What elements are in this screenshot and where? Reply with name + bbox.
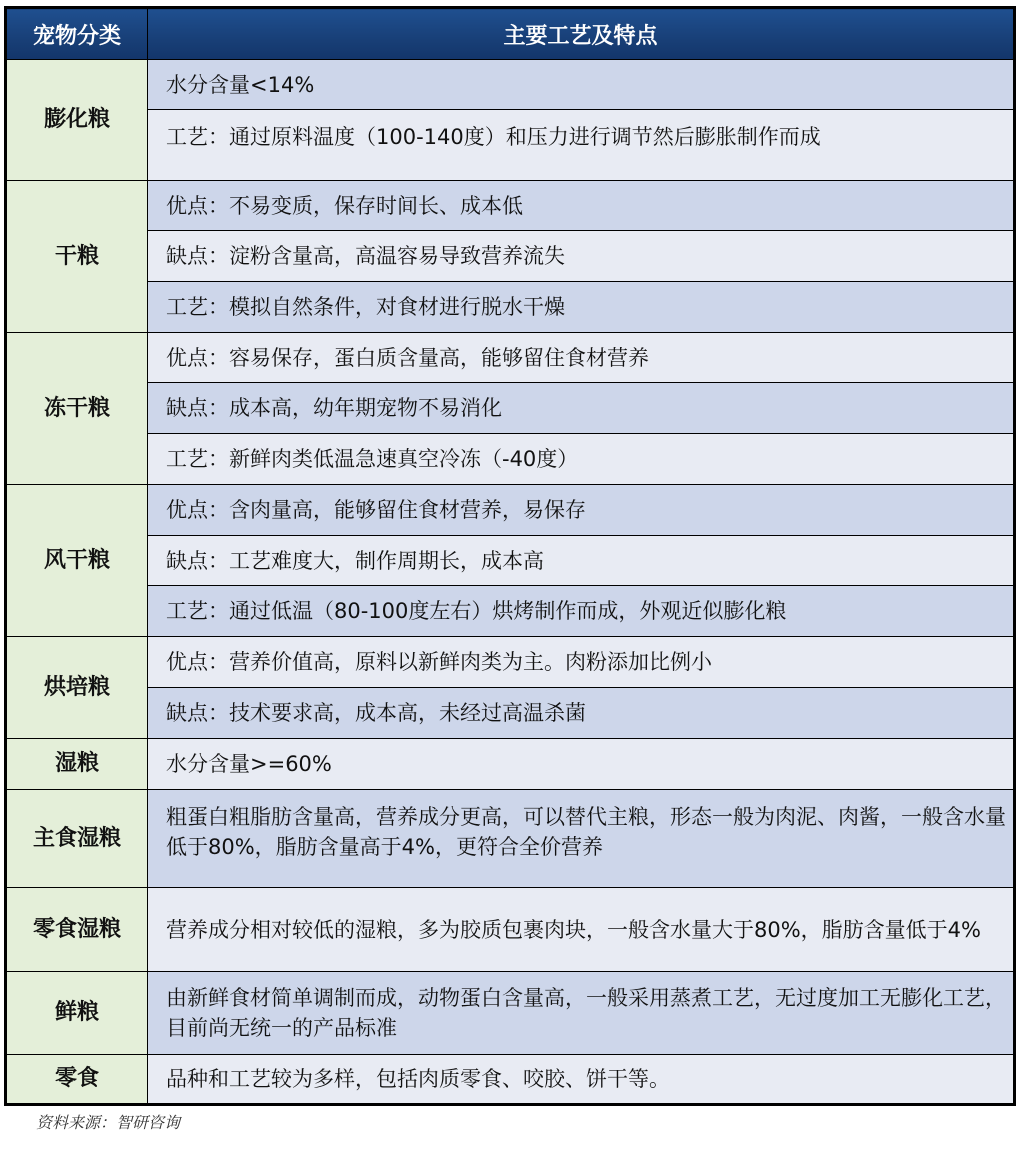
table-row <box>7 231 1014 282</box>
description-cell: 优点：不易变质，保存时间长、成本低 <box>148 181 1014 231</box>
description-cell: 缺点：淀粉含量高，高温容易导致营养流失 <box>148 231 1014 282</box>
table-row <box>7 282 1014 333</box>
description-cell: 品种和工艺较为多样，包括肉质零食、咬胶、饼干等。 <box>148 1055 1014 1104</box>
description-cell: 缺点：成本高，幼年期宠物不易消化 <box>148 383 1014 434</box>
description-cell: 工艺：模拟自然条件，对食材进行脱水干燥 <box>148 282 1014 333</box>
category-cell: 冻干粮 <box>7 333 148 485</box>
category-cell: 烘培粮 <box>7 637 148 739</box>
description-cell: 水分含量<14% <box>148 60 1014 110</box>
table-row <box>7 972 1014 1055</box>
header-features: 主要工艺及特点 <box>148 9 1014 60</box>
pet-food-table <box>6 8 1014 1104</box>
category-cell: 风干粮 <box>7 485 148 637</box>
description-cell: 工艺：通过原料温度（100-140度）和压力进行调节然后膨胀制作而成 <box>148 110 1014 181</box>
table-row <box>7 888 1014 972</box>
header-category: 宠物分类 <box>7 9 148 60</box>
category-cell: 零食 <box>7 1055 148 1104</box>
category-cell: 湿粮 <box>7 739 148 790</box>
description-cell: 工艺：新鲜肉类低温急速真空冷冻（-40度） <box>148 434 1014 485</box>
category-cell: 膨化粮 <box>7 60 148 181</box>
description-cell: 缺点：技术要求高，成本高，未经过高温杀菌 <box>148 688 1014 739</box>
description-cell: 水分含量>=60% <box>148 739 1014 790</box>
category-cell: 干粮 <box>7 181 148 333</box>
pet-food-table-frame <box>4 6 1016 1106</box>
table-row <box>7 434 1014 485</box>
table-row <box>7 60 1014 110</box>
table-row <box>7 181 1014 231</box>
category-cell: 鲜粮 <box>7 972 148 1055</box>
description-cell: 优点：容易保存，蛋白质含量高，能够留住食材营养 <box>148 333 1014 383</box>
description-cell: 工艺：通过低温（80-100度左右）烘烤制作而成，外观近似膨化粮 <box>148 586 1014 637</box>
table-row <box>7 586 1014 637</box>
table-row <box>7 739 1014 790</box>
table-row <box>7 485 1014 536</box>
description-cell: 粗蛋白粗脂肪含量高，营养成分更高，可以替代主粮，形态一般为肉泥、肉酱，一般含水量低于80%，脂肪含量高于4%，更符合全价营养 <box>148 790 1014 888</box>
category-cell: 零食湿粮 <box>7 888 148 972</box>
table-row <box>7 110 1014 181</box>
description-cell: 缺点：工艺难度大，制作周期长，成本高 <box>148 536 1014 586</box>
description-cell: 优点：含肉量高，能够留住食材营养，易保存 <box>148 485 1014 536</box>
source-note: 资料来源：智研咨询 <box>36 1113 181 1132</box>
category-cell: 主食湿粮 <box>7 790 148 888</box>
table-row <box>7 1055 1014 1104</box>
description-cell: 营养成分相对较低的湿粮，多为胶质包裹肉块，一般含水量大于80%，脂肪含量低于4% <box>148 888 1014 972</box>
description-cell: 优点：营养价值高，原料以新鲜肉类为主。肉粉添加比例小 <box>148 637 1014 688</box>
table-row <box>7 383 1014 434</box>
table-row <box>7 688 1014 739</box>
table-row <box>7 790 1014 888</box>
table-row <box>7 333 1014 383</box>
table-header-row <box>7 9 1014 60</box>
description-cell: 由新鲜食材简单调制而成，动物蛋白含量高，一般采用蒸煮工艺，无过度加工无膨化工艺，目前尚无统一的产品标准 <box>148 972 1014 1055</box>
table-row <box>7 637 1014 688</box>
table-row <box>7 536 1014 586</box>
